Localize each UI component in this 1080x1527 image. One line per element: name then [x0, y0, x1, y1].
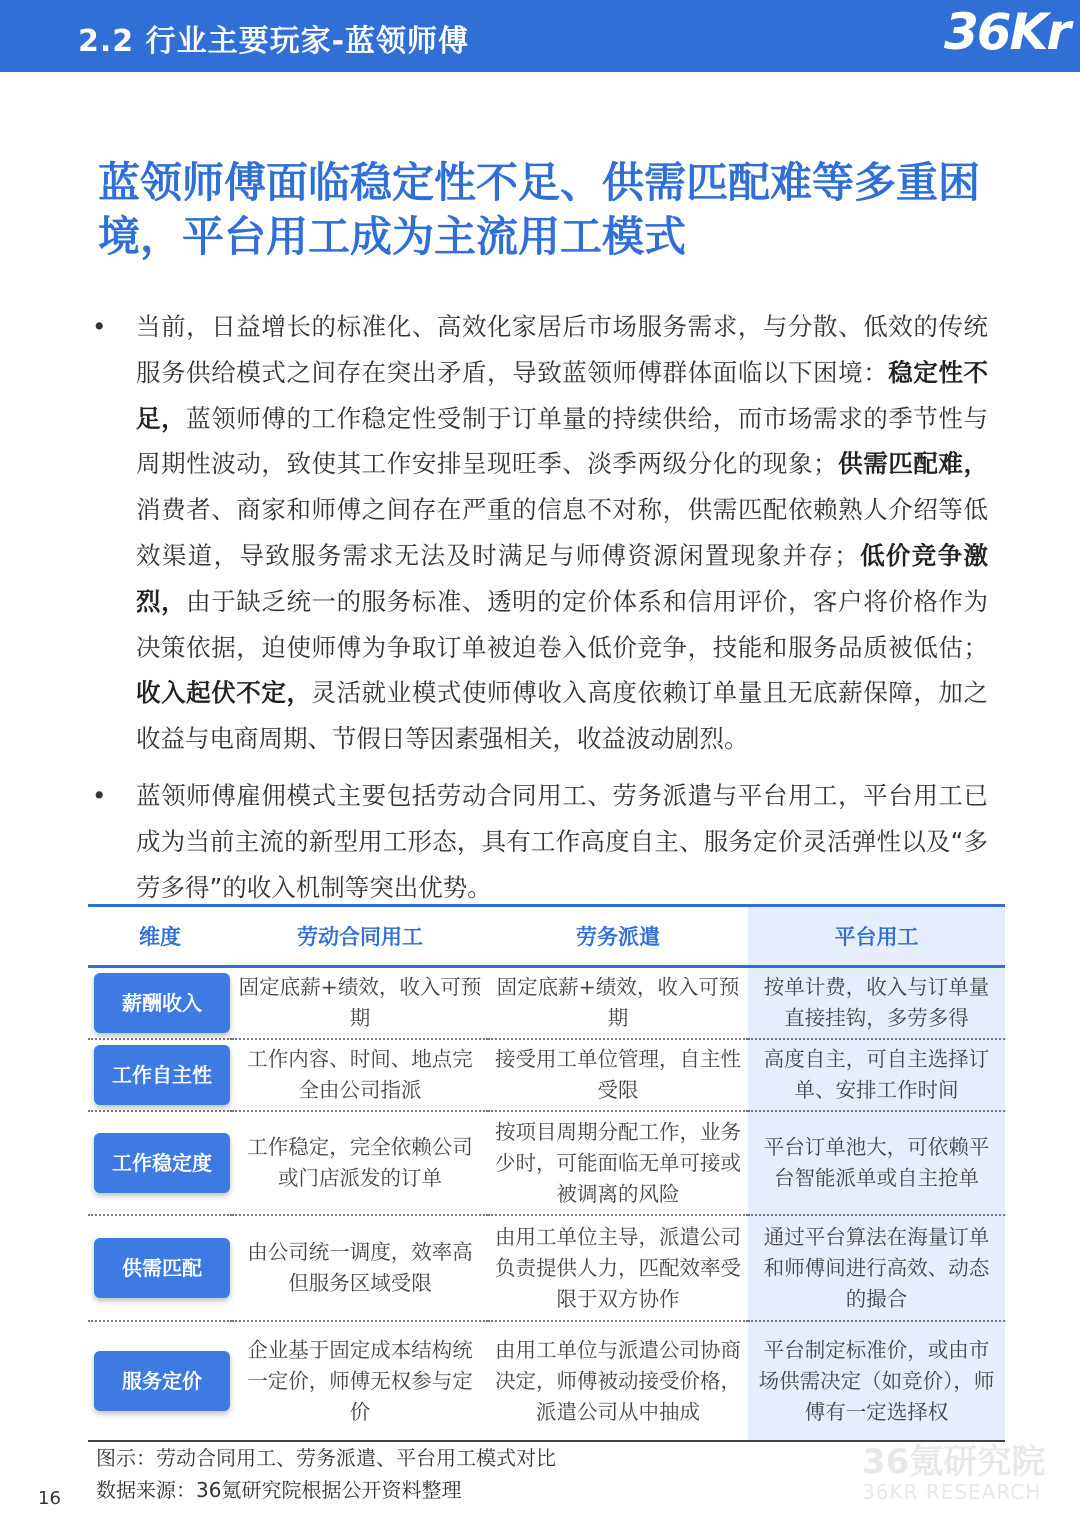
table-cell: 由用工单位主导，派遣公司负责提供人力，匹配效率受限于双方协作 — [488, 1215, 748, 1321]
table-cell: 高度自主，可自主选择订单、安排工作时间 — [748, 1039, 1005, 1111]
dimension-label: 工作自主性 — [94, 1045, 230, 1105]
table-cell: 通过平台算法在海量订单和师傅间进行高效、动态的撮合 — [748, 1215, 1005, 1321]
section-title: 2.2 行业主要玩家-蓝领师傅 — [78, 24, 470, 59]
emphasis-text: 稳定性不足， — [136, 357, 989, 433]
table-cell: 固定底薪+绩效，收入可预期 — [488, 967, 748, 1040]
comparison-table — [88, 904, 1005, 1442]
table-cell: 按单计费，收入与订单量直接挂钩，多劳多得 — [748, 967, 1005, 1040]
emphasis-text: 供需匹配难， — [837, 449, 989, 479]
table-cell: 由公司统一调度，效率高但服务区域受限 — [232, 1215, 488, 1321]
table-cell: 工作内容、时间、地点完全由公司指派 — [232, 1039, 488, 1111]
header-platform: 平台用工 — [748, 906, 1005, 967]
bullet-paragraph — [92, 304, 988, 762]
body-text: 蓝领师傅雇佣模式主要包括劳动合同用工、劳务派遣与平台用工，平台用工已成为当前主流的新型用工形态，具有工作高度自主、服务定价灵活弹性以及“多劳多得”的收入机制等突出优势。 — [136, 780, 988, 902]
dimension-label: 薪酬收入 — [94, 973, 230, 1033]
body-text: 由于缺乏统一的服务标准、透明的定价体系和信用评价，客户将价格作为决策依据，迫使师傅为争取订单被迫卷入低价竞争，技能和服务品质被低估； — [136, 586, 989, 662]
dimension-label: 服务定价 — [94, 1351, 230, 1411]
emphasis-text: 收入起伏不定， — [136, 678, 312, 708]
body-text: 消费者、商家和师傅之间存在严重的信息不对称，供需匹配依赖熟人介绍等低效渠道，导致服务需求无法及时满足与师傅资源闲置现象并存； — [136, 495, 988, 570]
page-header — [0, 0, 1080, 72]
watermark-cn: 36氪研究院 — [862, 1442, 1046, 1482]
figure-title: 图示：劳动合同用工、劳务派遣、平台用工模式对比 — [96, 1446, 556, 1470]
table-cell: 按项目周期分配工作，业务少时，可能面临无单可接或被调离的风险 — [488, 1111, 748, 1215]
brand-logo: 36Kr — [944, 3, 1069, 61]
dimension-label: 工作稳定度 — [94, 1133, 230, 1193]
bullet-paragraph — [92, 773, 988, 910]
header-dimension: 维度 — [88, 906, 232, 967]
dimension-label: 供需匹配 — [94, 1238, 230, 1298]
table-cell: 企业基于固定成本结构统一定价，师傅无权参与定价 — [232, 1321, 488, 1441]
header-dispatch: 劳务派遣 — [488, 906, 748, 967]
table-row — [88, 1039, 1005, 1111]
table-cell: 工作稳定，完全依赖公司或门店派发的订单 — [232, 1111, 488, 1215]
data-source: 数据来源：36氪研究院根据公开资料整理 — [96, 1478, 462, 1502]
page-number: 16 — [38, 1488, 61, 1509]
bullet-marker: • — [92, 312, 107, 341]
table-header-row — [88, 906, 1005, 967]
body-text: 灵活就业模式使师傅收入高度依赖订单量且无底薪保障，加之收益与电商周期、节假日等因素强相关，收益波动剧烈。 — [136, 678, 988, 754]
table-row — [88, 1321, 1005, 1441]
header-labor-contract: 劳动合同用工 — [232, 906, 488, 967]
table-cell: 平台订单池大，可依赖平台智能派单或自主抢单 — [748, 1111, 1005, 1215]
table-cell: 接受用工单位管理，自主性受限 — [488, 1039, 748, 1111]
table-row — [88, 967, 1005, 1040]
table-cell: 固定底薪+绩效，收入可预期 — [232, 967, 488, 1040]
bullet-list — [92, 304, 988, 921]
body-text: 当前，日益增长的标准化、高效化家居后市场服务需求，与分散、低效的传统服务供给模式之间存在突出矛盾，导致蓝领师傅群体面临以下困境： — [136, 312, 988, 387]
table-cell: 由用工单位与派遣公司协商决定，师傅被动接受价格，派遣公司从中抽成 — [488, 1321, 748, 1441]
watermark-en: 36KR RESEARCH — [862, 1480, 1042, 1504]
figure-caption — [96, 1442, 556, 1506]
table-row — [88, 1111, 1005, 1215]
table-row — [88, 1215, 1005, 1321]
body-text: 蓝领师傅的工作稳定性受制于订单量的持续供给，而市场需求的季节性与周期性波动，致使其工作安排呈现旺季、淡季两级分化的现象； — [136, 403, 989, 479]
table-cell: 平台制定标准价，或由市场供需决定（如竞价），师傅有一定选择权 — [748, 1321, 1005, 1441]
bullet-marker: • — [92, 780, 107, 810]
emphasis-text: 低价竞争激烈， — [136, 540, 988, 616]
page-title: 蓝领师傅面临稳定性不足、供需匹配难等多重困境，平台用工成为主流用工模式 — [98, 158, 981, 261]
